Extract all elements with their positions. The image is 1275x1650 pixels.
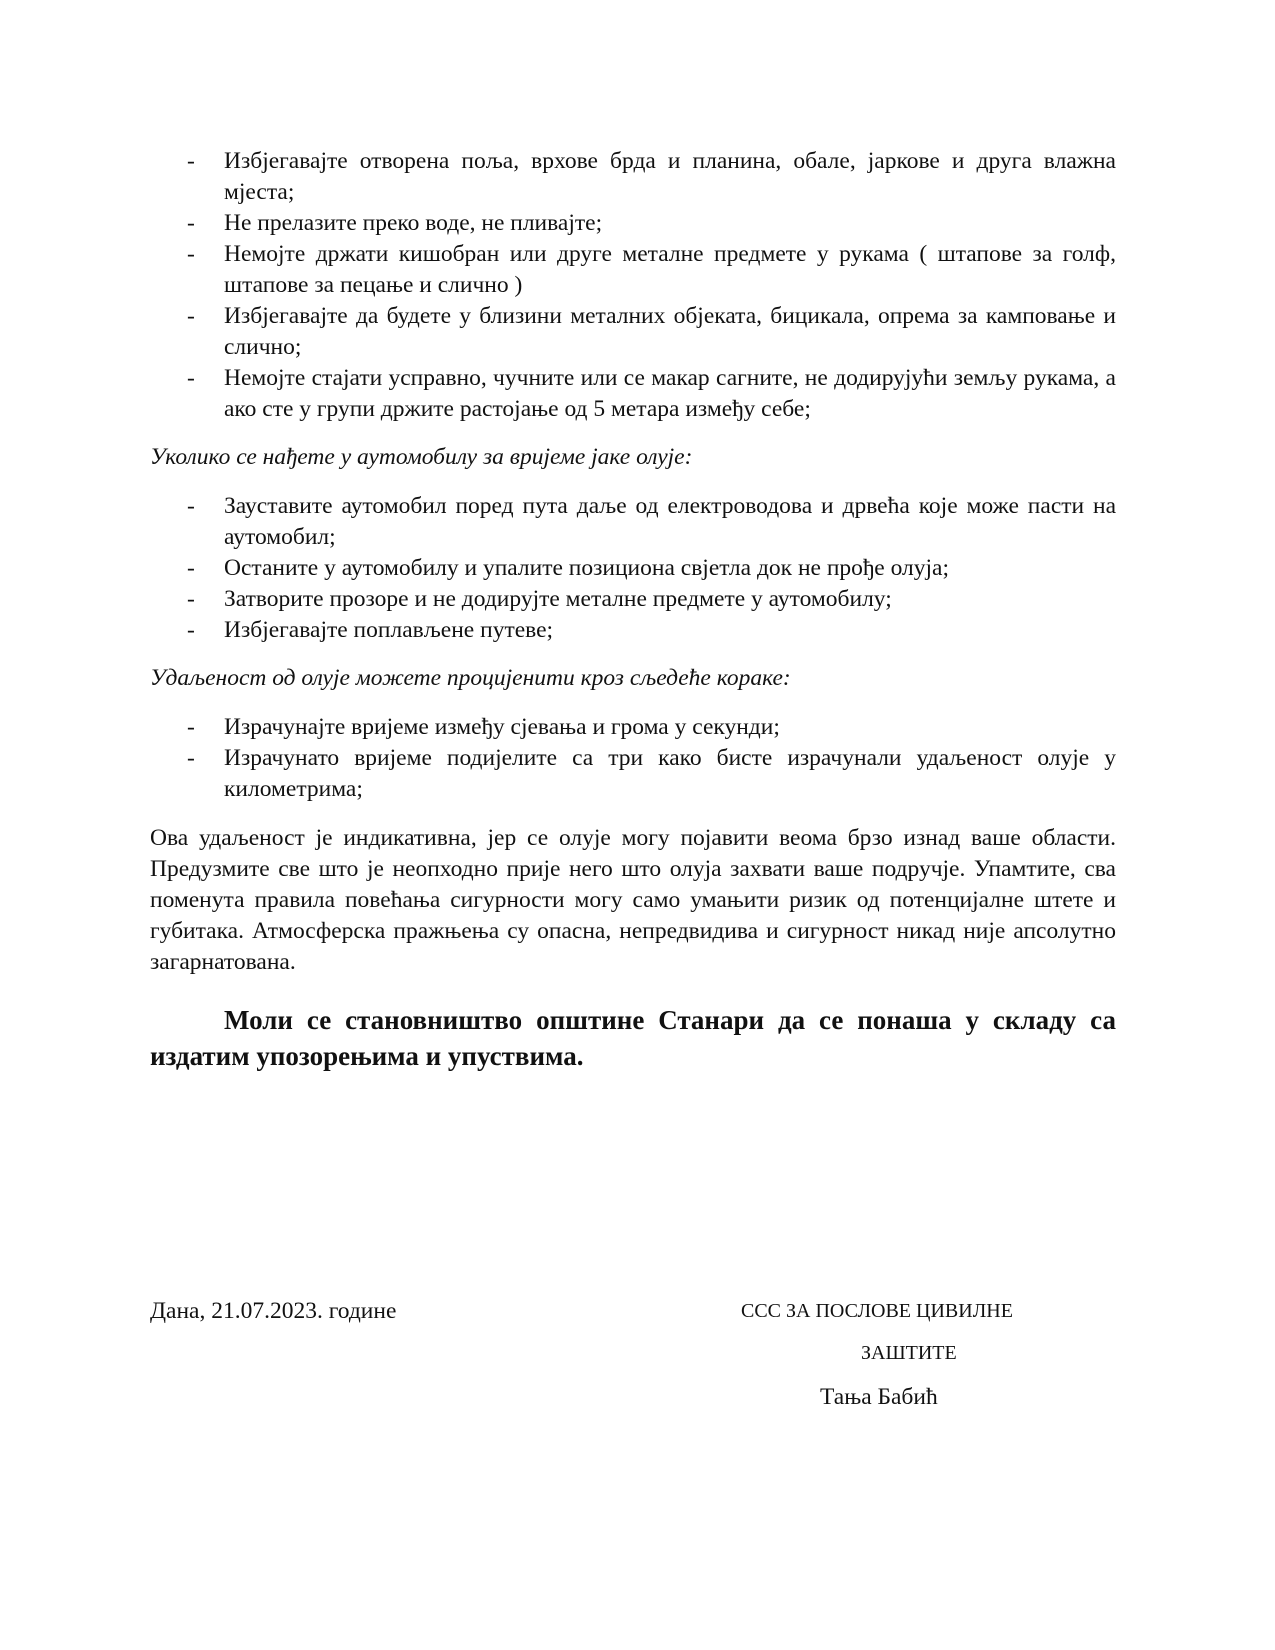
list-item xyxy=(150,363,1116,425)
public-appeal: Моли се становништво општине Станари да се понаша у складу са издатим упозорењима и упуствима. xyxy=(150,1004,1116,1071)
distance-section-intro: Удаљеност од олује можете процијенити кроз сљедеће кораке: xyxy=(150,665,791,691)
list-item xyxy=(150,208,1116,239)
bullet-dash: - xyxy=(187,617,195,643)
document-body xyxy=(150,146,1116,1101)
list-item-text: Не прелазите преко воде, не пливајте; xyxy=(224,210,603,236)
document-date: Дана, 21.07.2023. године xyxy=(150,1298,397,1324)
list-item-text: Израчунајте вријеме између сјевања и грома у секунди; xyxy=(224,714,780,740)
safety-list-car xyxy=(150,491,1116,646)
list-item xyxy=(150,146,1116,208)
bullet-dash: - xyxy=(187,148,195,174)
list-item-text: Избјегавајте поплављене путеве; xyxy=(224,617,554,643)
list-item-text: Избјегавајте да будете у близини металних објеката, бицикала, опрема за камповање и слично; xyxy=(224,303,1116,360)
list-item xyxy=(150,491,1116,553)
organization-line-1: ССС ЗА ПОСЛОВЕ ЦИВИЛНЕ xyxy=(741,1300,1013,1322)
list-item xyxy=(150,615,1116,646)
list-item xyxy=(150,712,1116,743)
bullet-dash: - xyxy=(187,493,195,519)
bullet-dash: - xyxy=(187,241,195,267)
safety-list-outdoors xyxy=(150,146,1116,425)
bullet-dash: - xyxy=(187,745,195,771)
list-item-text: Затворите прозоре и не додирујте металне предмете у аутомобилу; xyxy=(224,586,892,612)
list-item xyxy=(150,584,1116,615)
list-item-text: Немојте држати кишобран или друге металне предмете у рукама ( штапове за голф, штапове за пецање и слично ) xyxy=(224,241,1116,298)
bullet-dash: - xyxy=(187,210,195,236)
bullet-dash: - xyxy=(187,555,195,581)
bullet-dash: - xyxy=(187,586,195,612)
bullet-dash: - xyxy=(187,714,195,740)
bullet-dash: - xyxy=(187,303,195,329)
list-item-text: Немојте стајати усправно, чучните или се макар сагните, не додирујући земљу рукама, а ако сте у групи држите растојање од 5 метара између себе; xyxy=(224,365,1116,422)
car-section-intro: Уколико се нађете у аутомобилу за вријеме јаке олује: xyxy=(150,444,693,470)
list-item-text: Избјегавајте отворена поља, врхове брда и планина, обале, јаркове и друга влажна мјеста; xyxy=(224,148,1116,205)
list-item xyxy=(150,301,1116,363)
list-item-text: Зауставите аутомобил поред пута даље од електроводова и дрвећа које може пасти на аутомобил; xyxy=(224,493,1116,550)
signatory-name: Тања Бабић xyxy=(820,1384,938,1410)
bullet-dash: - xyxy=(187,365,195,391)
list-item xyxy=(150,553,1116,584)
closing-paragraph: Ова удаљеност је индикативна, јер се олује могу појавити веома брзо изнад ваше области. Предузмите све што је неопходно прије него што олуја захвати ваше подручје. Упамтите, сва поменута правила повећања сигурности могу само умањити ризик од потенцијалне штете и губитака. Атмосферска пражњења су опасна, непредвидива и сигурност никад није апсолутно загарнатована. xyxy=(150,825,1116,975)
list-item xyxy=(150,239,1116,301)
organization-line-2: ЗАШТИТЕ xyxy=(861,1342,957,1364)
list-item-text: Останите у аутомобилу и упалите позициона свјетла док не прође олуја; xyxy=(224,555,949,581)
list-item-text: Израчунато вријеме подијелите са три како бисте израчунали удаљеност олује у километрима; xyxy=(224,745,1116,802)
list-item xyxy=(150,743,1116,805)
distance-steps-list xyxy=(150,712,1116,805)
